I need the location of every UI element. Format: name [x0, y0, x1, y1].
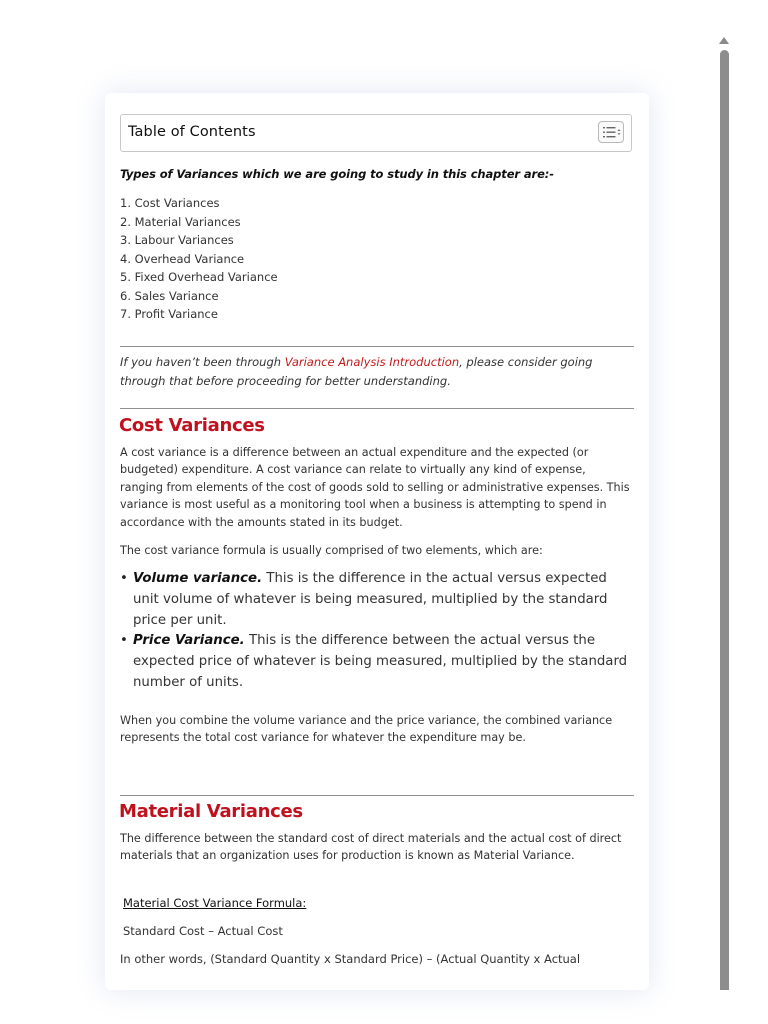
bullet-term: Volume variance.	[133, 571, 263, 586]
toc-title: Table of Contents	[128, 124, 256, 140]
cost-variance-elements-list	[120, 569, 635, 694]
note-text-after: , please consider going through that before proceeding for better understanding.	[120, 355, 593, 388]
table-of-contents[interactable]	[120, 114, 632, 152]
scrollbar-thumb[interactable]	[720, 50, 729, 990]
toc-toggle-button[interactable]	[598, 121, 624, 143]
list-item: 7. Profit Variance	[120, 307, 218, 321]
note-text-before: If you haven’t been through	[120, 355, 285, 369]
material-variances-heading: Material Variances	[119, 801, 303, 822]
divider	[120, 408, 634, 409]
bullet-text: This is the difference between the actual versus the expected price of whatever is being measured, multiplied by the standard number of units.	[133, 633, 628, 690]
scroll-up-arrow-icon[interactable]	[719, 37, 729, 44]
divider	[120, 346, 634, 347]
cost-variances-heading: Cost Variances	[119, 415, 265, 436]
material-cost-variance-formula-heading: Material Cost Variance Formula:	[123, 896, 307, 910]
divider	[120, 795, 634, 796]
material-variance-definition: The difference between the standard cost of direct materials and the actual cost of direct materials that an organization uses for production is known as Material Variance.	[120, 832, 622, 863]
list-item	[120, 631, 635, 693]
variance-types-list	[120, 194, 278, 324]
list-item: 4. Overhead Variance	[120, 251, 245, 266]
bullet-term: Price Variance.	[133, 633, 245, 649]
cost-variance-formula-intro: The cost variance formula is usually comprised of two elements, which are:	[120, 544, 543, 557]
prerequisite-note	[120, 353, 625, 391]
list-item: 1. Cost Variances	[120, 196, 220, 210]
material-cost-variance-formula: Standard Cost – Actual Cost	[123, 924, 283, 938]
list-item: 3. Labour Variances	[120, 233, 234, 247]
list-item: 2. Material Variances	[120, 214, 241, 229]
list-toggle-icon	[603, 127, 621, 138]
material-formula-expanded: In other words, (Standard Quantity x Standard Price) – (Actual Quantity x Actual	[120, 952, 581, 966]
list-item	[120, 569, 635, 631]
article-card	[105, 93, 649, 990]
bullet-text: This is the difference in the actual versus expected unit volume of whatever is being measured, multiplied by the standard price per unit.	[133, 571, 608, 628]
list-item: 5. Fixed Overhead Variance	[120, 270, 278, 284]
intro-text: Types of Variances which we are going to study in this chapter are:-	[120, 167, 554, 181]
variance-analysis-intro-link[interactable]: Variance Analysis Introduction	[284, 355, 460, 369]
list-item: 6. Sales Variance	[120, 288, 219, 303]
combined-variance-text: When you combine the volume variance and the price variance, the combined variance represents the total cost variance for whatever the expenditure may be.	[120, 714, 613, 745]
cost-variance-definition: A cost variance is a difference between an actual expenditure and the expected (or budgeted) expenditure. A cost variance can relate to virtually any kind of expense, ranging from elements of the cost of goods sold to selling or administrative expenses. This variance is most useful as a monitoring tool when a business is attempting to spend in accordance with the amounts stated in its budget.	[120, 446, 630, 529]
